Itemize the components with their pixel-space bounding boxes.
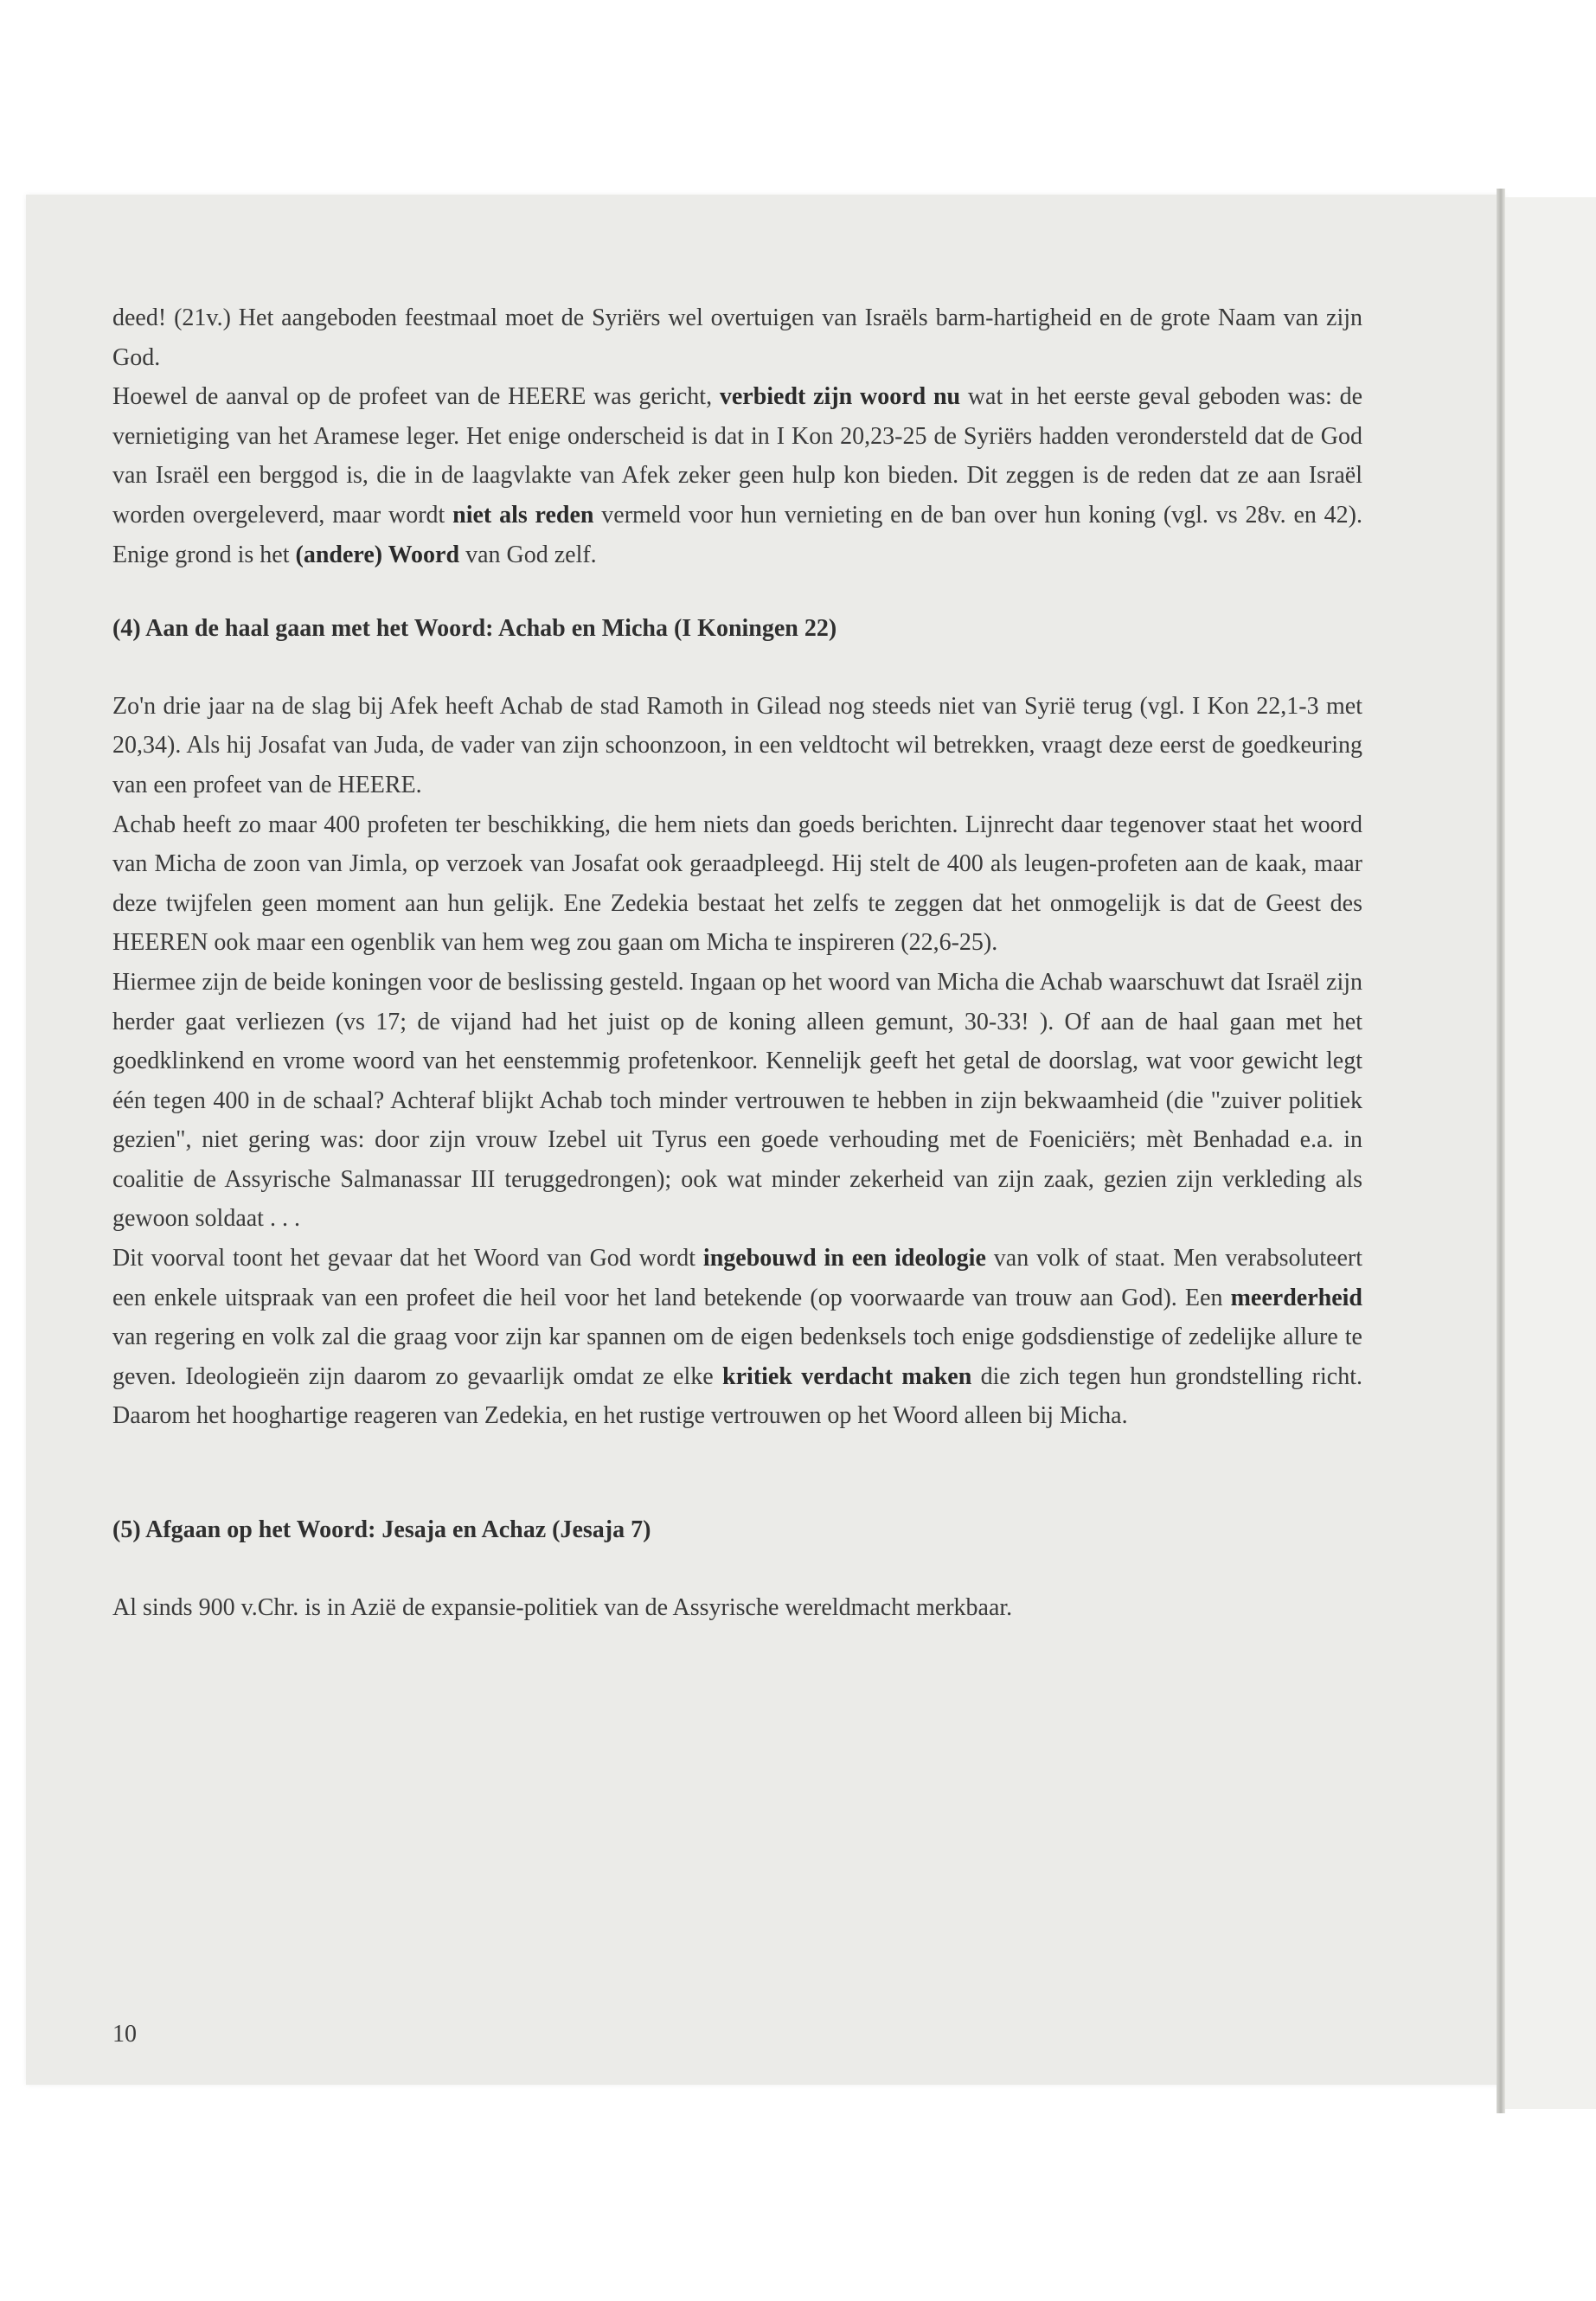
section-heading-5: (5) Afgaan op het Woord: Jesaja en Achaz (Jesaja 7) <box>112 1516 651 1544</box>
emphasis-verbiedt: verbiedt zijn woord nu <box>719 383 961 411</box>
paragraph-hiermee: Hiermee zijn de beide koningen voor de beslissing gesteld. Ingaan op het woord van Micha die Achab waarschuwt dat Israël zijn herder gaat verliezen (vs 17; de vijand had het juist op de koning alleen gemunt, 30-33! ). Of aan de haal gaan met het goedklinkend en vrome woord van het eenstemmig profetenkoor. Kennelijk geeft het getal de doorslag, wat voor gewicht legt één tegen 400 in de schaal? Achteraf blijkt Achab toch minder vertrouwen te hebben in zijn bekwaamheid (die "zuiver politiek gezien", niet gering was: door zijn vrouw Izebel uit Tyrus een goede verhouding met de Foeniciërs; mèt Benhadad e.a. in coalitie de Assyrische Salmanassar III teruggedrongen); ook wat minder zekerheid van zijn zaak, gezien zijn verkleding als gewoon soldaat . . . <box>112 968 1362 1233</box>
emphasis-kritiek: kritiek verdacht maken <box>722 1362 972 1390</box>
page-binding-edge <box>1497 189 1505 2113</box>
paragraph-al-sinds: Al sinds 900 v.Chr. is in Azië de expansie-politiek van de Assyrische wereldmacht merkbaar. <box>112 1593 1013 1621</box>
text-run: van volk of staat. Men verabsoluteert een enkele uitspraak van een profeet die heil voor het land betekende (op voorwaarde van trouw aan God). Een <box>112 1245 1363 1311</box>
page-number: 10 <box>112 2021 137 2048</box>
text-run: wat in het eerste geval geboden was: de vernietiging van het Aramese leger. Het enige onderscheid is dat in I Kon 20,23-25 de Syriërs hadden verondersteld dat de God van Israël een berggod is, die in de laagvlakte van Afek zeker geen hulp kon bieden. Dit zeggen is de reden dat ze aan Israël worden overgeleverd, maar wordt <box>112 383 1363 529</box>
text-run: Dit voorval toont het gevaar dat het Woord van God wordt <box>112 1245 703 1272</box>
paragraph-achab: Achab heeft zo maar 400 profeten ter beschikking, die hem niets dan goeds berichten. Lijnrecht daar tegenover staat het woord van Micha de zoon van Jimla, op verzoek van Josafat ook geraadpleegd. Hij stelt de 400 als leugen-profeten aan de kaak, maar deze twijfelen geen moment aan hun gelijk. Ene Zedekia bestaat het zelfs te zeggen dat het onmogelijk is dat de Geest des HEEREN ook maar een ogenblik van hem weg zou gaan om Micha te inspireren (22,6-25). <box>112 811 1362 957</box>
paragraph-hoewel <box>112 377 1362 574</box>
paragraph-zon: Zo'n drie jaar na de slag bij Afek heeft Achab de stad Ramoth in Gilead nog steeds niet van Syrië terug (vgl. I Kon 22,1-3 met 20,34). Als hij Josafat van Juda, de vader van zijn schoonzoon, in een veldtocht wil betrekken, vraagt deze eerst de goedkeuring van een profeet van de HEERE. <box>112 692 1362 798</box>
paragraph-deed-text: deed! (21v.) Het aangeboden feestmaal moet de Syriërs wel overtuigen van Israëls barm-hartigheid en de grote Naam van zijn God. <box>112 304 1362 371</box>
text-run: Hoewel de aanval op de profeet van de HEERE was gericht, <box>112 383 720 411</box>
text-run: vermeld voor hun vernieting en de ban over hun koning (vgl. vs 28v. en 42). Enige grond is het <box>112 501 1363 568</box>
emphasis-andere-woord: (andere) Woord <box>295 541 460 568</box>
paragraph-deed <box>112 298 1362 377</box>
page-body <box>112 298 1362 1627</box>
text-run: van regering en volk zal die graag voor zijn kar spannen om de eigen bedenksels toch enige godsdienstige of zedelijke allure te geven. Ideologieën zijn daarom zo gevaarlijk omdat ze elke <box>112 1324 1362 1390</box>
text-run: die zich tegen hun grondstelling richt. Daarom het hooghartige reageren van Zedekia, en het rustige vertrouwen op het Woord alleen bij Micha. <box>112 1362 1362 1430</box>
emphasis-ideologie: ingebouwd in een ideologie <box>702 1245 986 1272</box>
paragraph-dit <box>112 1239 1362 1436</box>
adjacent-page-edge <box>1505 197 1596 2109</box>
text-run: van God zelf. <box>459 541 597 568</box>
emphasis-niet-als-reden: niet als reden <box>452 501 594 529</box>
emphasis-meerderheid: meerderheid <box>1230 1284 1362 1311</box>
section-heading-4: (4) Aan de haal gaan met het Woord: Achab en Micha (I Koningen 22) <box>112 615 837 643</box>
